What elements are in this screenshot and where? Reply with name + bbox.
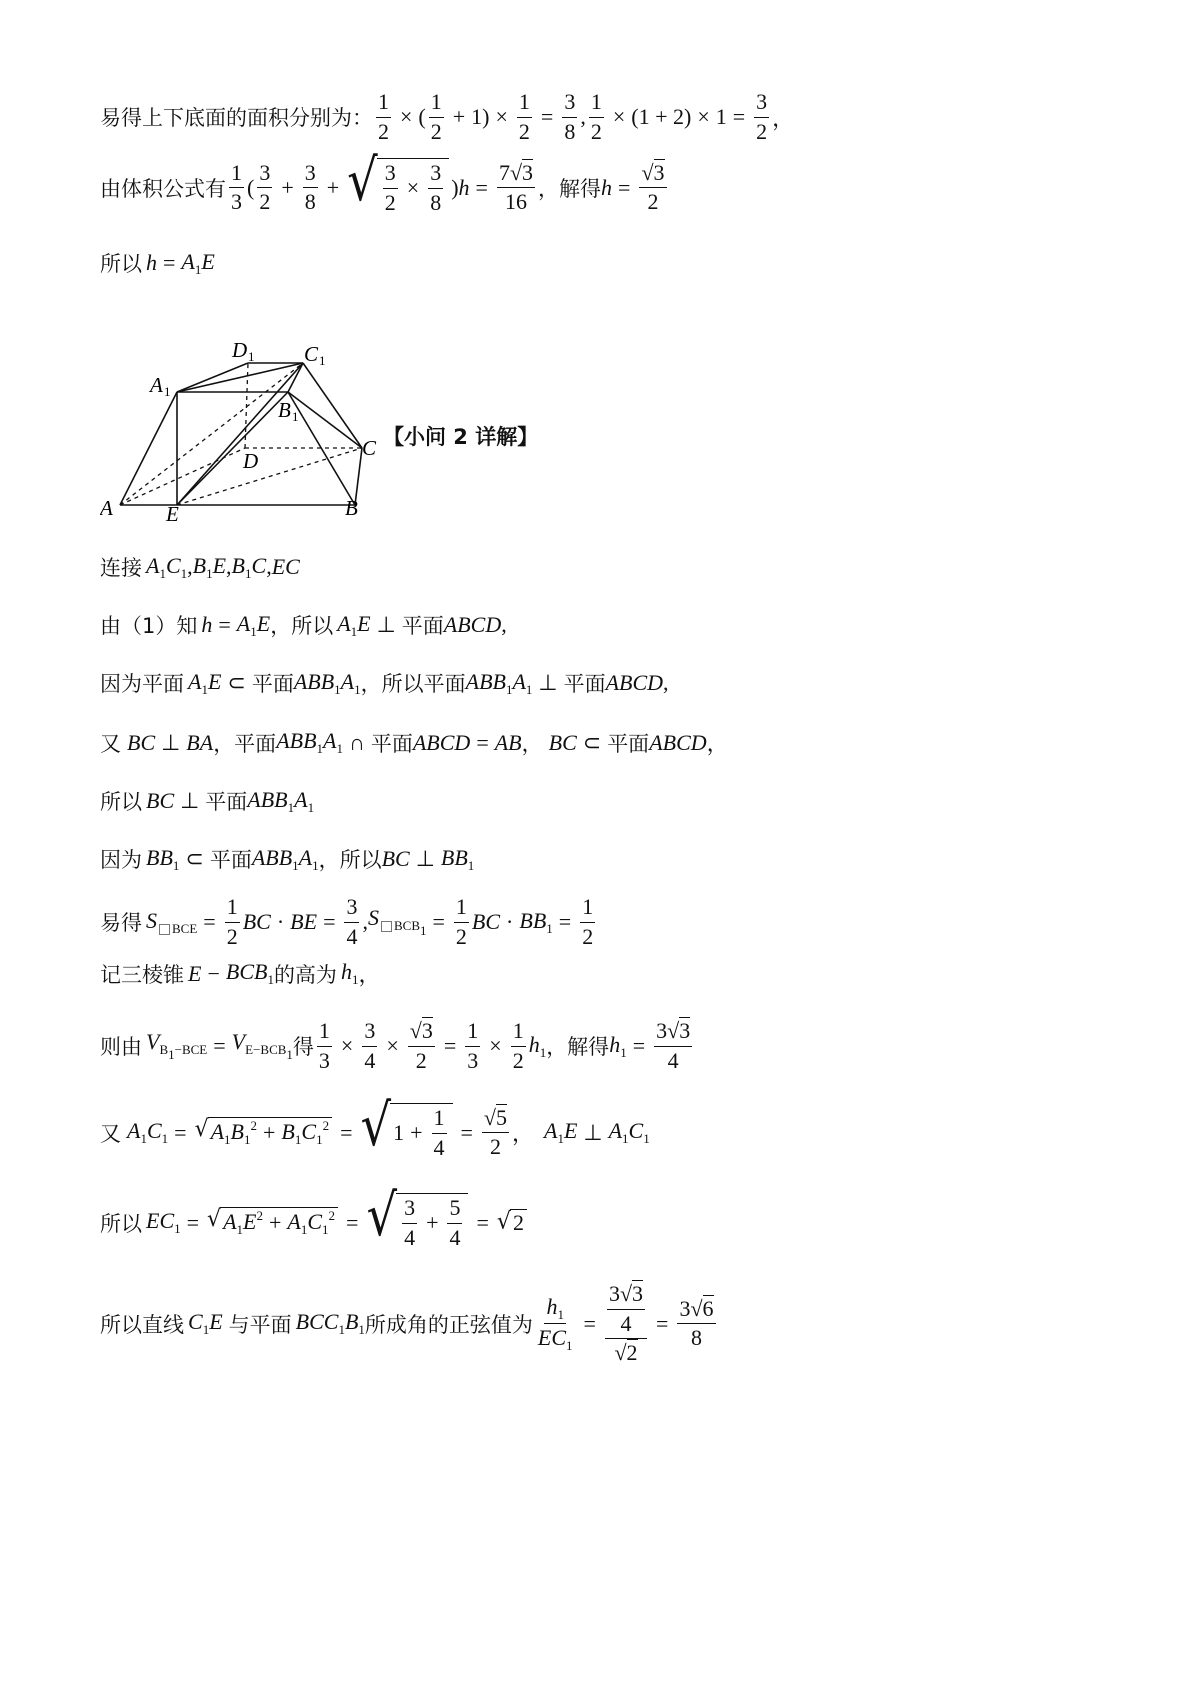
text: 所以 <box>100 790 142 814</box>
text: 所以直线 <box>100 1312 184 1337</box>
text: 与平面 <box>228 1312 292 1337</box>
text: 平面 <box>251 672 294 696</box>
label-C: C <box>362 436 377 460</box>
text-line: 又 BC ⊥ BA ，平面 $ABB_1A_1$ ∩ 平面 ABCD = AB ， BC ⊂ 平面 ABCD ， <box>100 728 729 756</box>
label-E: E <box>166 502 179 525</box>
text-line: 所以直线 $C_1E$ 与平面 $BCC_1B_1$ 所成角的正弦值为 $\frac{h_1}{EC_1}$ = $\frac{\frac{3√3}{4}}{√2}$ = $\frac{3√6}{8}$ <box>100 1281 714 1366</box>
text: 的高为 <box>273 962 337 987</box>
text: 又 <box>100 1121 121 1146</box>
text: ，所以平面 <box>360 672 466 696</box>
label-D1: D <box>232 338 248 362</box>
text-line: 因为平面 $A_1E$ ⊂ 平面 $ABB_1A_1$ ，所以平面 $ABB_1A_1$ ⊥ 平面 ABCD , <box>100 668 669 697</box>
text-line: 则由 $V_{B_1-BCE}$ = $V_{E-BCB_1}$ 得 $\frac{1}{3}$ × $\frac{3}{4}$ × $\frac{√3}{2}$ = $\frac{1}{3}$ × $\frac{1}{2}$ $h_1$ ，解得 $h_1$ = $\frac{3√3}{4}$ <box>100 1018 691 1073</box>
geometry-figure <box>100 335 420 525</box>
text-line: 由（1）知 h = $A_1E$ ，所以 $A_1E$ ⊥ 平面 ABCD , <box>100 610 507 639</box>
text: ，平面 <box>213 731 277 756</box>
text: 得 <box>292 1035 314 1060</box>
label-subscript: 1 <box>292 409 299 424</box>
label-B: B <box>345 496 358 520</box>
text: 平面 <box>205 790 248 814</box>
text: 【小问 2 详解】 <box>383 425 539 449</box>
text-line: 易得上下底面的面积分别为： $\frac{1}{2}$ × ( $\frac{1}{2}$ + 1) × $\frac{1}{2}$ = $\frac{3}{8}$ , $\frac{1}{2}$ × (1 + 2) × 1 = $\frac{3}{2}$ ， <box>100 89 795 144</box>
text: 因为 <box>100 848 142 872</box>
text-line: 所以 h = $A_1E$ <box>100 248 215 277</box>
label-A1: A <box>150 373 163 397</box>
text-line: 连接 $A_1C_1$ , $B_1E$ , $B_1C$ , EC <box>100 552 300 581</box>
text-line: 记三棱锥 E − $BCB_1$ 的高为 $h_1$ ， <box>100 959 381 987</box>
text: 易得上下底面的面积分别为： <box>100 106 373 131</box>
text-line: 所以 BC ⊥ 平面 $ABB_1A_1$ <box>100 786 315 815</box>
label-C1: C <box>304 342 319 366</box>
text-line: 所以 $EC_1$ = √ $A_1E^2$ + $A_1C_1^2$ = √ $\frac{3}{4}$ + $\frac{5}{4}$ = √ 2 <box>100 1193 529 1252</box>
text: 由（1）知 <box>100 614 198 638</box>
text: ，所以 <box>270 614 334 638</box>
text: ，所以 <box>318 848 382 872</box>
text: 则由 <box>100 1035 142 1060</box>
text: ， <box>521 731 543 756</box>
text: 连接 <box>100 556 142 580</box>
label-D: D <box>243 449 259 473</box>
text-line: 因为 $BB_1$ ⊂ 平面 $ABB_1A_1$ ，所以 BC ⊥ $BB_1$ <box>100 844 475 873</box>
text: 平面 <box>209 848 252 872</box>
text: ，解得 <box>538 176 602 201</box>
text-line: 又 $A_1C_1$ = √ $A_1B_1^2$ + $B_1C_1^2$ = √ 1 + $\frac{1}{4}$ = $\frac{√5}{2}$ ， $A_1E$ ⊥ $A_1C_1$ <box>100 1103 650 1162</box>
text: 由体积公式有 <box>100 176 226 201</box>
text: 又 <box>100 731 121 756</box>
text: 平面 <box>607 731 650 756</box>
label-subscript: 1 <box>248 349 255 364</box>
text: 所以 <box>100 1211 142 1236</box>
text: 平面 <box>563 672 606 696</box>
label-B1: B <box>278 398 291 422</box>
label-subscript: 1 <box>319 353 326 368</box>
text: 因为平面 <box>100 672 184 696</box>
text: 平面 <box>401 614 444 638</box>
text: 平面 <box>370 731 413 756</box>
text-line: 由体积公式有 $\frac{1}{3}$ ( $\frac{3}{2}$ + $\frac{3}{8}$ + √ $\frac{3}{2}$ × $\frac{3}{8}$ ) h = $\frac{7√3}{16}$ ，解得 h = $\frac{√3}{2}$ <box>100 158 670 217</box>
text: 所以 <box>100 252 142 276</box>
label-A: A <box>100 496 113 520</box>
text: 易得 <box>100 911 142 936</box>
label-subscript: 1 <box>164 384 171 399</box>
text-line: 易得 S $_{BCE}$ = $\frac{1}{2}$ BC · BE = $\frac{3}{4}$ , S $_{BCB_1}$ = $\frac{1}{2}$ BC · $BB_1$ = $\frac{1}{2}$ <box>100 894 594 949</box>
subquestion-title <box>383 421 538 451</box>
text: ，解得 <box>546 1035 610 1060</box>
text: 所成角的正弦值为 <box>364 1312 533 1337</box>
text: 记三棱锥 <box>100 962 184 987</box>
